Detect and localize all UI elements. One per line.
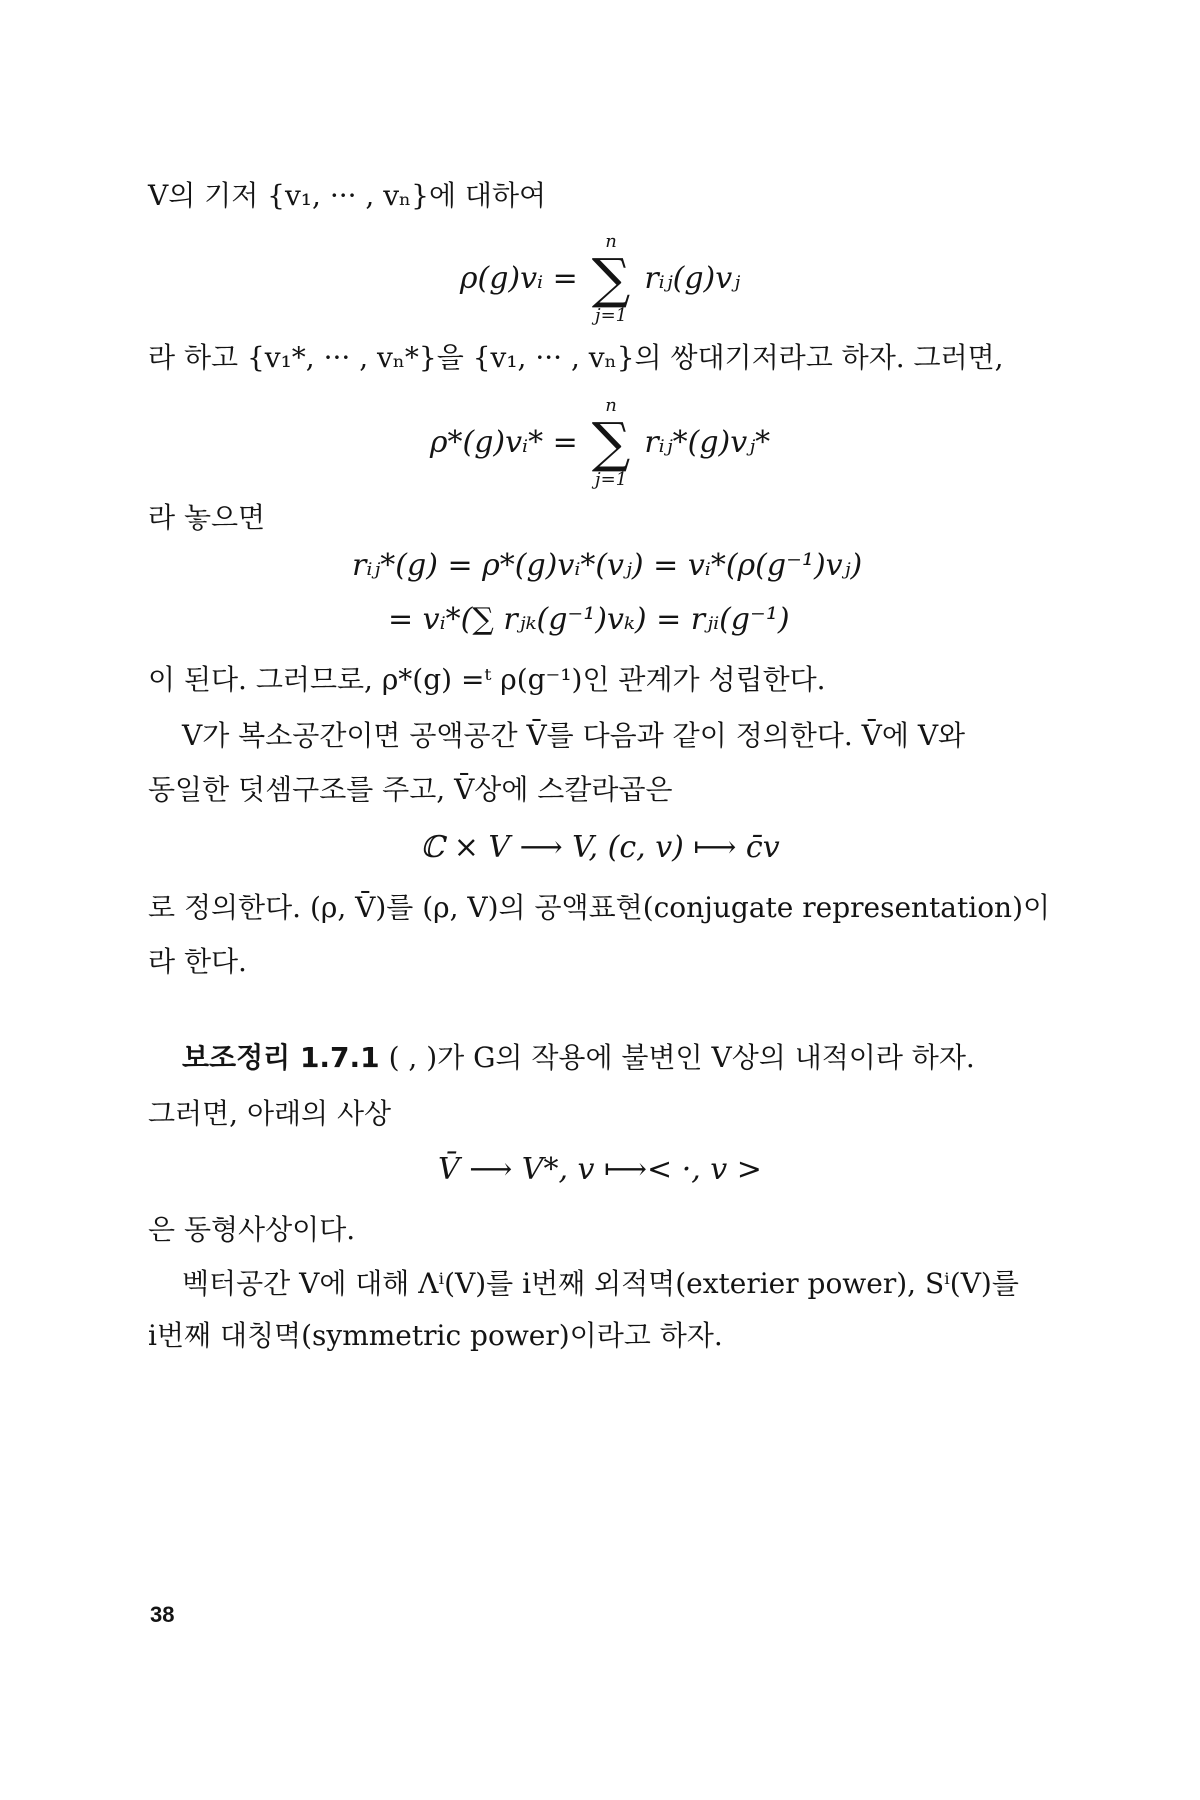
text-line-relation: 이 된다. 그러므로, ρ*(g) =ᵗ ρ(g⁻¹)인 관계가 성립한다. [148, 663, 826, 696]
sum-lower-limit: j=1 [594, 304, 628, 326]
text-line-addition-structure: 동일한 덧셈구조를 주고, V̄상에 스칼라곱은 [148, 773, 673, 806]
equation-rhs: rᵢⱼ(g)vⱼ [644, 261, 741, 297]
text-line-called: 라 한다. [148, 945, 247, 978]
sigma-symbol: ∑ [591, 246, 631, 310]
text-line-dual-basis: 라 하고 {v₁*, ··· , vₙ*}을 {v₁, ··· , vₙ}의 쌍대기저라고 하자. 그러면, [148, 341, 1004, 374]
lemma-text: ( , )가 G의 작용에 불변인 V상의 내적이라 하자. [379, 1041, 975, 1074]
sum-operator [592, 232, 631, 326]
sum-upper-limit: n [605, 231, 617, 252]
text-line-setting: 라 놓으면 [148, 501, 266, 534]
page-number: 38 [150, 1602, 175, 1627]
text-line-conjugate-rep: 로 정의한다. (ρ, V̄)를 (ρ, V)의 공액표현(conjugate representation)이 [148, 891, 1051, 924]
lemma-statement [182, 1040, 1082, 1075]
text-line-basis: V의 기저 {v₁, ··· , vₙ}에 대하여 [148, 179, 547, 212]
equation-rhs: rᵢⱼ*(g)vⱼ* [644, 425, 771, 461]
text-line-symmetric-power: i번째 대칭멱(symmetric power)이라고 하자. [148, 1319, 723, 1352]
sum-upper-limit: n [605, 395, 617, 416]
sum-operator [592, 396, 631, 490]
equation-rho-sum [0, 232, 1200, 326]
sum-lower-limit: j=1 [594, 468, 628, 490]
sigma-symbol: ∑ [591, 410, 631, 474]
equation-lhs: ρ*(g)vᵢ* = [429, 425, 578, 461]
text-line-conjugate-space: V가 복소공간이면 공액공간 V̄를 다음과 같이 정의한다. V̄에 V와 [182, 719, 966, 752]
text-line-exterior-power: 벡터공간 V에 대해 Λⁱ(V)를 i번째 외적멱(exterier power), Sⁱ(V)를 [182, 1267, 1019, 1300]
text-line-map: 그러면, 아래의 사상 [148, 1097, 392, 1130]
equation-lhs: ρ(g)vᵢ = [459, 261, 578, 297]
lemma-title: 보조정리 1.7.1 [182, 1041, 380, 1074]
equation-scalar-mult: ℂ × V ⟶ V, (c, v) ⟼ c̄v [420, 830, 780, 865]
equation-r-star-line2: = vᵢ*(∑ rⱼₖ(g⁻¹)vₖ) = rⱼᵢ(g⁻¹) [388, 602, 790, 637]
text-line-isomorphism: 은 동형사상이다. [148, 1213, 356, 1246]
equation-isomorphism: V̄ ⟶ V*, v ⟼< ·, v > [438, 1152, 762, 1187]
equation-r-star-line1: rᵢⱼ*(g) = ρ*(g)vᵢ*(vⱼ) = vᵢ*(ρ(g⁻¹)vⱼ) [352, 548, 863, 583]
equation-rho-star-sum [0, 396, 1200, 490]
